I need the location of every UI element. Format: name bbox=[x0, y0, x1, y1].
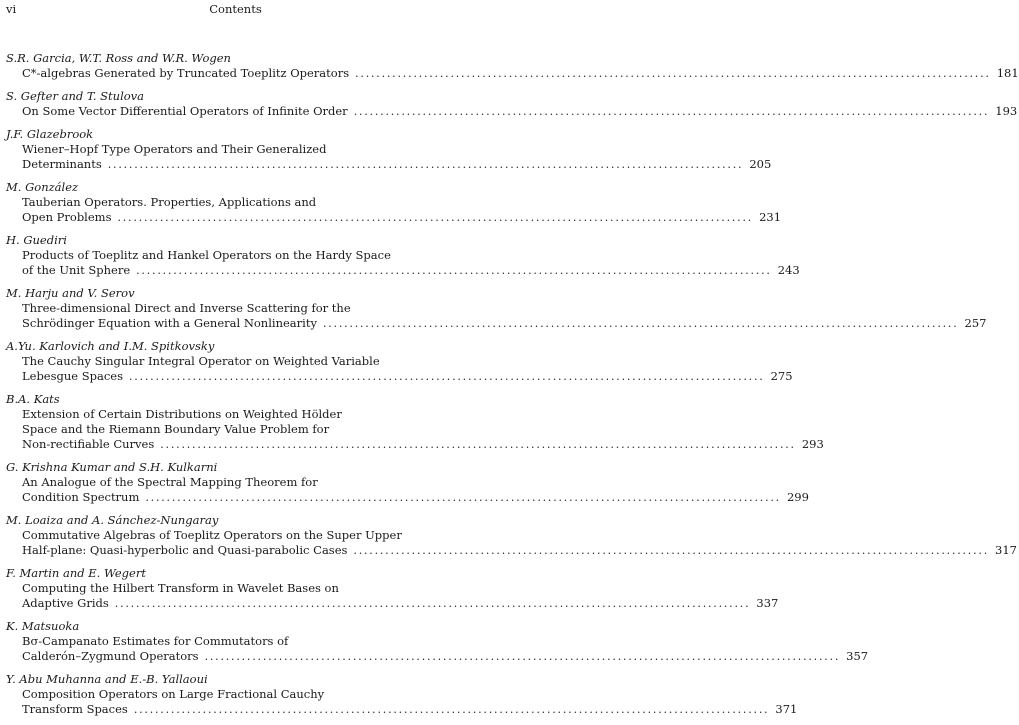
toc-title-line bbox=[22, 475, 461, 490]
toc-entry bbox=[0, 513, 1017, 558]
toc-title-line bbox=[22, 142, 461, 157]
toc-title-line bbox=[22, 407, 461, 422]
page-header bbox=[0, 2, 471, 16]
toc-title-text: Determinants bbox=[22, 157, 102, 171]
toc-title-line-last[interactable] bbox=[22, 490, 809, 505]
toc-title-line bbox=[22, 301, 461, 316]
toc-title-text: An Analogue of the Spectral Mapping Theorem for bbox=[22, 475, 318, 489]
toc-page-number: 205 bbox=[749, 157, 772, 171]
toc-title-text: C*-algebras Generated by Truncated Toeplitz Operators bbox=[22, 66, 350, 80]
toc-page-number: 357 bbox=[846, 649, 869, 663]
toc-title-text: Adaptive Grids bbox=[22, 596, 109, 610]
toc-title-line-last[interactable] bbox=[22, 157, 772, 172]
toc-entry bbox=[0, 180, 782, 225]
toc-entry bbox=[0, 339, 793, 384]
toc-title-text: Extension of Certain Distributions on Weighted Hölder bbox=[22, 407, 342, 421]
toc-authors: G. Krishna Kumar and S.H. Kulkarni bbox=[6, 460, 218, 474]
toc-title-text: Computing the Hilbert Transform in Wavelet Bases on bbox=[22, 581, 339, 595]
dot-leader: ........................................................................................................................ bbox=[117, 211, 754, 224]
toc-authors: B.A. Kats bbox=[6, 392, 60, 406]
toc-title-text: Schrödinger Equation with a General Nonlinearity bbox=[22, 316, 317, 330]
toc-title-line bbox=[22, 354, 461, 369]
toc-entry bbox=[0, 392, 824, 452]
toc-title-line-last[interactable] bbox=[22, 543, 1017, 558]
toc-entry bbox=[0, 233, 800, 278]
toc-title-text: Commutative Algebras of Toeplitz Operators on the Super Upper bbox=[22, 528, 402, 542]
toc-authors: F. Martin and E. Wegert bbox=[6, 566, 146, 580]
toc-title-text: The Cauchy Singular Integral Operator on Weighted Variable bbox=[22, 354, 380, 368]
toc-page-number: 181 bbox=[996, 66, 1019, 80]
toc-title-text: Wiener–Hopf Type Operators and Their Generalized bbox=[22, 142, 327, 156]
toc-page-number: 257 bbox=[964, 316, 987, 330]
dot-leader: ........................................................................................................................ bbox=[133, 703, 770, 716]
toc-page-number: 243 bbox=[777, 263, 800, 277]
table-of-contents bbox=[0, 51, 1019, 725]
toc-title-text: Composition Operators on Large Fractional Cauchy bbox=[22, 687, 325, 701]
toc-page-number: 193 bbox=[995, 104, 1018, 118]
toc-authors: M. González bbox=[6, 180, 79, 194]
toc-title-text: Tauberian Operators. Properties, Applications and bbox=[22, 195, 317, 209]
toc-title-line bbox=[22, 634, 461, 649]
toc-page-number: 371 bbox=[775, 702, 798, 716]
toc-entry bbox=[0, 460, 809, 505]
toc-title-line bbox=[22, 422, 461, 437]
toc-title-line-last[interactable] bbox=[22, 596, 779, 611]
toc-title-text: Bσ-Campanato Estimates for Commutators of bbox=[22, 634, 289, 648]
toc-authors: J.F. Glazebrook bbox=[6, 127, 94, 141]
toc-title-line-last[interactable] bbox=[22, 649, 869, 664]
toc-title-line bbox=[22, 248, 461, 263]
dot-leader: ........................................................................................................................ bbox=[160, 438, 796, 451]
toc-page-number: 337 bbox=[756, 596, 779, 610]
dot-leader: ........................................................................................................................ bbox=[353, 105, 990, 118]
toc-authors: M. Loaiza and A. Sánchez-Nungaray bbox=[6, 513, 219, 527]
toc-title-line-last[interactable] bbox=[22, 263, 800, 278]
toc-page-number: 293 bbox=[801, 437, 824, 451]
toc-entry bbox=[0, 89, 1018, 119]
toc-authors: Y. Abu Muhanna and E.-B. Yallaoui bbox=[6, 672, 208, 686]
toc-title-line bbox=[22, 195, 461, 210]
dot-leader: ........................................................................................................................ bbox=[204, 650, 841, 663]
toc-title-text: of the Unit Sphere bbox=[22, 263, 131, 277]
dot-leader: ........................................................................................................................ bbox=[322, 317, 959, 330]
toc-authors: M. Harju and V. Serov bbox=[6, 286, 135, 300]
toc-title-text: Products of Toeplitz and Hankel Operators on the Hardy Space bbox=[22, 248, 391, 262]
toc-title-line-last[interactable] bbox=[22, 437, 824, 452]
toc-title-text: Three-dimensional Direct and Inverse Scattering for the bbox=[22, 301, 351, 315]
toc-title-line-last[interactable] bbox=[22, 104, 1018, 119]
toc-authors: S.R. Garcia, W.T. Ross and W.R. Wogen bbox=[6, 51, 231, 65]
toc-entry bbox=[0, 127, 772, 172]
toc-title-text: Half-plane: Quasi-hyperbolic and Quasi-parabolic Cases bbox=[22, 543, 348, 557]
toc-title-line bbox=[22, 528, 461, 543]
toc-title-line-last[interactable] bbox=[22, 369, 793, 384]
toc-title-text: Lebesgue Spaces bbox=[22, 369, 123, 383]
toc-entry bbox=[0, 619, 869, 664]
dot-leader: ........................................................................................................................ bbox=[136, 264, 772, 277]
toc-authors: S. Gefter and T. Stulova bbox=[6, 89, 145, 103]
dot-leader: ........................................................................................................................ bbox=[353, 544, 989, 557]
toc-page-number: 275 bbox=[770, 369, 793, 383]
toc-authors: H. Guediri bbox=[6, 233, 67, 247]
toc-title-text: On Some Vector Differential Operators of Infinite Order bbox=[22, 104, 348, 118]
toc-title-line-last[interactable] bbox=[22, 316, 987, 331]
toc-title-line bbox=[22, 687, 461, 702]
dot-leader: ........................................................................................................................ bbox=[145, 491, 781, 504]
toc-authors: K. Matsuoka bbox=[6, 619, 80, 633]
toc-title-text: Non-rectifiable Curves bbox=[22, 437, 155, 451]
toc-title-text: Condition Spectrum bbox=[22, 490, 140, 504]
toc-authors: A.Yu. Karlovich and I.M. Spitkovsky bbox=[6, 339, 215, 353]
dot-leader: ........................................................................................................................ bbox=[114, 597, 751, 610]
dot-leader: ........................................................................................................................ bbox=[355, 67, 991, 80]
toc-title-line bbox=[22, 581, 461, 596]
running-head: Contents bbox=[209, 2, 262, 16]
toc-entry bbox=[0, 566, 779, 611]
toc-title-line-last[interactable] bbox=[22, 66, 1019, 81]
dot-leader: ........................................................................................................................ bbox=[107, 158, 744, 171]
toc-title-text: Open Problems bbox=[22, 210, 112, 224]
page-number: vi bbox=[6, 2, 17, 16]
toc-entry bbox=[0, 286, 987, 331]
toc-title-line-last[interactable] bbox=[22, 210, 782, 225]
dot-leader: ........................................................................................................................ bbox=[128, 370, 765, 383]
toc-page-number: 231 bbox=[759, 210, 782, 224]
toc-page-number: 317 bbox=[995, 543, 1017, 557]
toc-title-text: Transform Spaces bbox=[22, 702, 128, 716]
toc-title-text: Calderón–Zygmund Operators bbox=[22, 649, 199, 663]
toc-title-text: Space and the Riemann Boundary Value Problem for bbox=[22, 422, 330, 436]
toc-entry bbox=[0, 51, 1019, 81]
toc-page-number: 299 bbox=[786, 490, 809, 504]
toc-title-line-last[interactable] bbox=[22, 702, 798, 717]
toc-entry bbox=[0, 672, 798, 717]
